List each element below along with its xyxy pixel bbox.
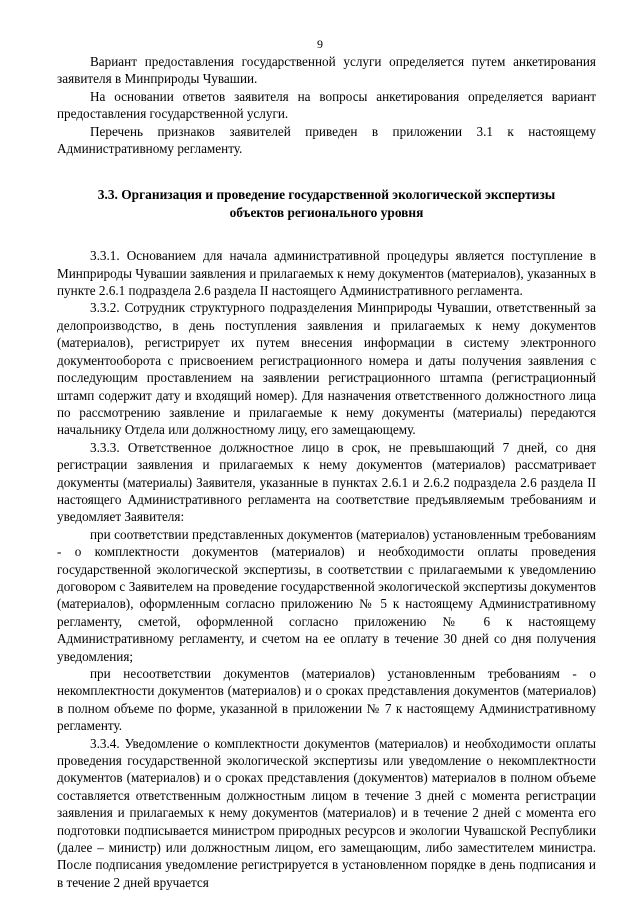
section-heading <box>57 186 596 221</box>
paragraph-3-3-1: 3.3.1. Основанием для начала административной процедуры является поступление в Минприроды Чувашии заявления и прилагаемых к нему документов (материалов), указанных в пункте 2.6.1 подраздела 2.6 раздела II настоящего Административного регламента. <box>57 248 596 299</box>
section-heading-line1: 3.3. Организация и проведение государственной экологической экспертизы <box>97 187 556 203</box>
paragraph-conformity: при соответствии представленных документов (материалов) установленным требованиям - о комплектности документов (материалов) и необходимости оплаты проведения государственной экологической экспертизы, в соответствии с прилагаемыми к уведомлению договором с Заявителем на проведение государственной экологической экспертизы документов (материалов), оформленным согласно приложению № 5 к настоящему Административному регламенту, сметой, оформленной согласно приложению № 6 к настоящему Административному регламенту, и счетом на ее оплату в течение 30 дней со дня получения уведомления; <box>57 526 596 664</box>
section-heading-line2: объектов регионального уровня <box>229 204 424 220</box>
paragraph-3-3-3: 3.3.3. Ответственное должностное лицо в срок, не превышающий 7 дней, со дня регистрации заявления и прилагаемых к нему документов (материалов) рассматривает документы (материалы) Заявителя, указанные в пунктах 2.6.1 и 2.6.2 подраздела 2.6 раздела II настоящего Административного регламента на соответствие предъявляемым требованиям и уведомляет Заявителя: <box>57 439 596 525</box>
page-number: 9 <box>317 37 323 51</box>
paragraph: Перечень признаков заявителей приведен в приложении 3.1 к настоящему Административному регламенту. <box>57 123 596 157</box>
paragraph: На основании ответов заявителя на вопросы анкетирования определяется вариант предоставления государственной услуги. <box>57 88 596 122</box>
paragraph-3-3-2: 3.3.2. Сотрудник структурного подразделения Минприроды Чувашии, ответственный за делопроизводство, в день поступления заявления и прилагаемых к нему документов (материалов), регистрирует их путем внесения информации в систему электронного документооборота с присвоением регистрационного номера и даты получения заявления с последующим проставлением на заявлении регистрационного штампа (регистрационный штамп содержит дату и входящий номер). Для назначения ответственного должностного лица по рассмотрению заявление и прилагаемые к нему документы (материалы) передаются начальнику Отдела или должностному лицу, его замещающему. <box>57 300 596 438</box>
paragraph-nonconformity: при несоответствии документов (материалов) установленным требованиям - о некомплектности документов (материалов) и о сроках представления документов (материалов) в полном объеме по форме, указанной в приложении № 7 к настоящему Административному регламенту. <box>57 666 596 734</box>
document-body <box>57 53 596 891</box>
paragraph-3-3-4: 3.3.4. Уведомление о комплектности документов (материалов) и необходимости оплаты проведения государственной экологической экспертизы или уведомление о некомплектности документов (материалов) и о сроках представления (документов) материалов в полном объеме составляется ответственным должностным лицом в течение 3 дней с момента регистрации заявления и прилагаемых к нему документов (материалов) и в течение 2 дней с момента его подготовки подписывается министром природных ресурсов и экологии Чувашской Республики (далее – министр) или должностным лицом, его замещающим, либо заместителем министра. После подписания уведомление регистрируется в установленном порядке в день подписания и в течение 2 дней вручается <box>57 735 596 890</box>
paragraph: Вариант предоставления государственной услуги определяется путем анкетирования заявителя в Минприроды Чувашии. <box>57 54 596 87</box>
